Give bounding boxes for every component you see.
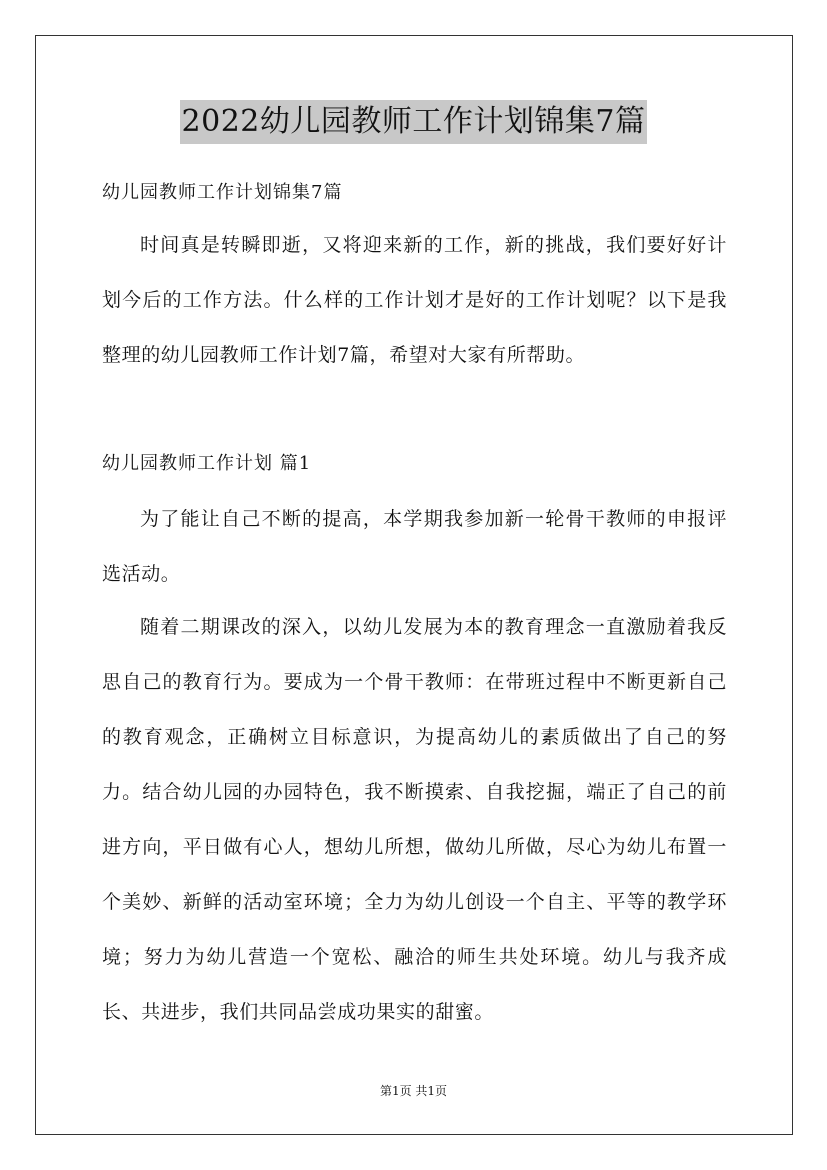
body-paragraph: 随着二期课改的深入，以幼儿发展为本的教育理念一直激励着我反思自己的教育行为。要成为一个骨干教师：在带班过程中不断更新自己的教育观念，正确树立目标意识，为提高幼儿的素质做出了自己的努力。结合幼儿园的办园特色，我不断摸索、自我挖掘，端正了自己的前进方向，平日做有心人，想幼儿所想，做幼儿所做，尽心为幼儿布置一个美妙、新鲜的活动室环境；全力为幼儿创设一个自主、平等的教学环境；努力为幼儿营造一个宽松、融洽的师生共处环境。幼儿与我齐成长、共进步，我们共同品尝成功果实的甜蜜。 <box>102 616 727 1023</box>
document-subtitle: 幼儿园教师工作计划锦集7篇 <box>102 182 343 203</box>
section-heading: 幼儿园教师工作计划 篇1 <box>102 453 312 474</box>
title-container <box>0 100 827 144</box>
intro-paragraph: 时间真是转瞬即逝，又将迎来新的工作，新的挑战，我们要好好计划今后的工作方法。什么样的工作计划才是好的工作计划呢？以下是我整理的幼儿园教师工作计划7篇，希望对大家有所帮助。 <box>102 234 727 366</box>
document-title: 2022幼儿园教师工作计划锦集7篇 <box>180 100 648 144</box>
body-paragraph: 为了能让自己不断的提高，本学期我参加新一轮骨干教师的申报评选活动。 <box>102 508 727 585</box>
page-footer: 第1页 共1页 <box>379 1084 448 1098</box>
